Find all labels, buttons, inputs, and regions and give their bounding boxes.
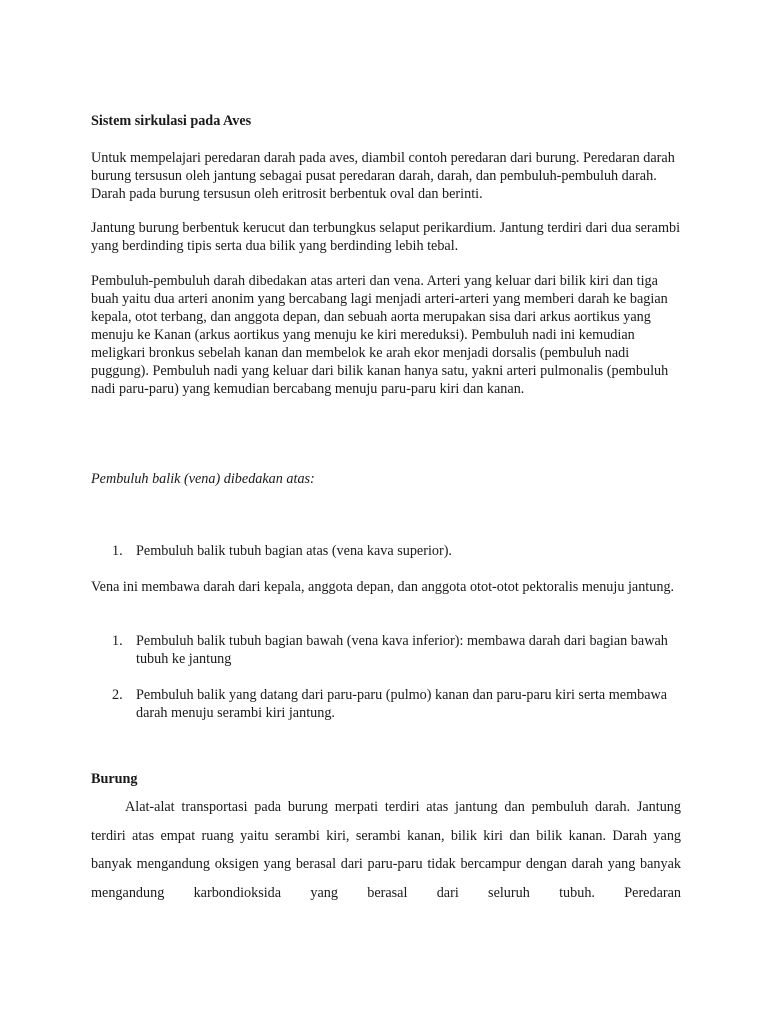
list-text: Pembuluh balik tubuh bagian bawah (vena kava inferior): membawa darah dari bagian bawah tubuh ke jantung bbox=[136, 633, 668, 667]
section-heading-burung: Burung bbox=[91, 771, 138, 787]
list-text: Pembuluh balik yang datang dari paru-paru (pulmo) kanan dan paru-paru kiri serta membawa darah menuju serambi kiri jantung. bbox=[136, 687, 668, 721]
document-title: Sistem sirkulasi pada Aves bbox=[91, 113, 252, 129]
paragraph-burung: Alat-alat transportasi pada burung merpati terdiri atas jantung dan pembuluh darah. Jantung terdiri atas empat ruang yaitu serambi kiri, serambi kanan, bilik kiri dan bilik kanan. Darah yang banyak mengandung oksigen yang berasal dari paru-paru tidak bercampur dengan darah yang banyak mengandung karbondioksida yang berasal dari seluruh tubuh. Peredaran bbox=[91, 799, 681, 901]
list-number: 1. bbox=[112, 633, 123, 649]
list-number: 1. bbox=[112, 543, 123, 559]
list-number: 2. bbox=[112, 687, 123, 703]
paragraph-intro: Untuk mempelajari peredaran darah pada aves, diambil contoh peredaran dari burung. Peredaran darah burung tersusun oleh jantung sebagai pusat peredaran darah, darah, dan pembuluh-pembuluh darah. Darah pada burung tersusun oleh eritrosit berbentuk oval dan berinti. bbox=[91, 150, 675, 202]
paragraph-heart: Jantung burung berbentuk kerucut dan terbungkus selaput perikardium. Jantung terdiri dari dua serambi yang berdinding tipis serta dua bilik yang berdinding lebih tebal. bbox=[91, 220, 681, 254]
vena-heading: Pembuluh balik (vena) dibedakan atas: bbox=[91, 471, 315, 487]
paragraph-vessels: Pembuluh-pembuluh darah dibedakan atas arteri dan vena. Arteri yang keluar dari bilik kiri dan tiga buah yaitu dua arteri anonim yang bercabang lagi menjadi arteri-arteri yang memberi darah ke bagian kepala, otot terbang, dan anggota depan, dan sebuah aorta merupakan sisa dari arkus aortikus yang menuju ke Kanan (arkus aortikus yang menuju ke kiri mereduksi). Pembuluh nadi ini kemudian meligkari bronkus sebelah kanan dan membelok ke arah ekor menjadi dorsalis (pembuluh nadi puggung). Pembuluh nadi yang keluar dari bilik kanan hanya satu, yakni arteri pulmonalis (pembuluh nadi paru-paru) yang kemudian bercabang menuju paru-paru kiri dan kanan. bbox=[91, 273, 669, 397]
paragraph-vena-superior: Vena ini membawa darah dari kepala, anggota depan, dan anggota otot-otot pektoralis menuju jantung. bbox=[91, 579, 675, 595]
list-text: Pembuluh balik tubuh bagian atas (vena kava superior). bbox=[136, 543, 452, 559]
